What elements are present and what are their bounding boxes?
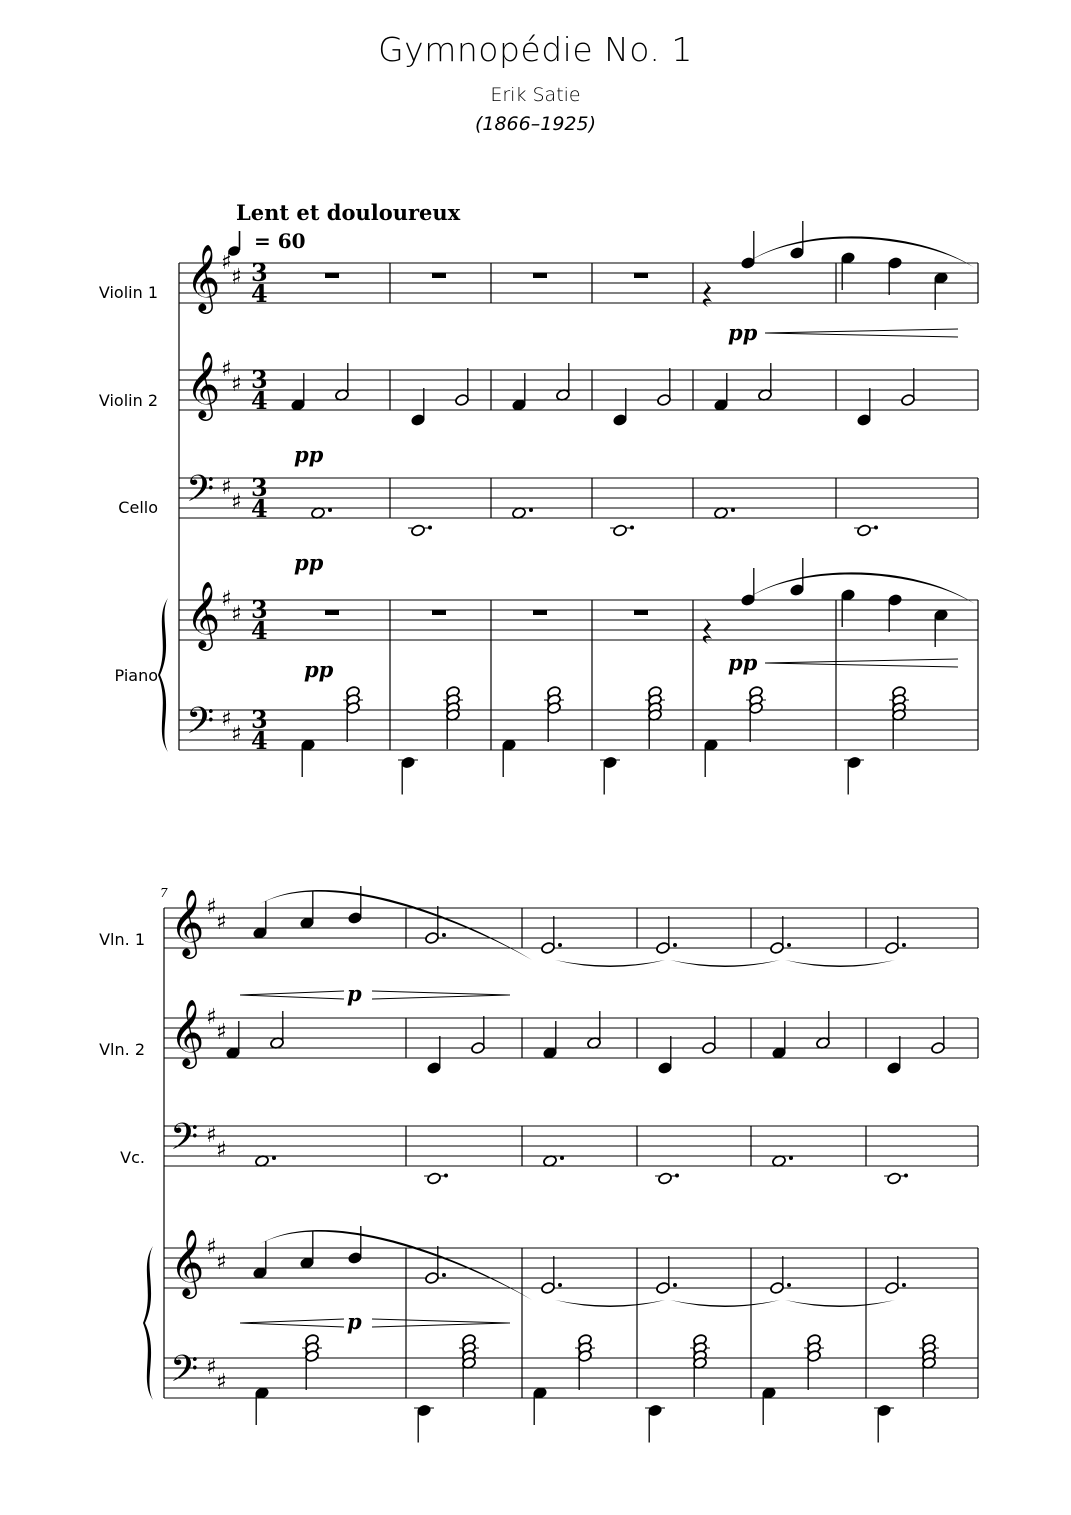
sharp-icon: ♯ [231,490,242,515]
dynamic-p: p [347,981,362,1006]
brace [143,1246,153,1400]
time-signature-bottom: 4 [251,726,268,755]
sharp-icon: ♯ [221,357,232,382]
whole-rest-icon [634,610,648,615]
tie [555,960,665,967]
sharp-icon: ♯ [216,1138,227,1163]
treble-clef-icon: 𝄞 [170,1228,205,1296]
augmentation-dot [673,1283,677,1287]
treble-clef-icon: 𝄞 [186,350,221,418]
augmentation-dot [904,1174,908,1178]
augmentation-dot [787,943,791,947]
tie [785,960,895,967]
phrase-slur [258,890,532,960]
time-signature-top: 3 [251,473,268,502]
sharp-icon: ♯ [231,722,242,747]
sharp-icon: ♯ [221,475,232,500]
augmentation-dot [558,1283,562,1287]
sharp-icon: ♯ [206,1235,217,1260]
dotted-half-note [613,524,628,537]
sharp-icon: ♯ [231,372,242,397]
sharp-icon: ♯ [206,1123,217,1148]
sharp-icon: ♯ [216,1020,227,1045]
crescendo-hairpin [765,659,958,663]
bass-clef-icon: 𝄢 [186,700,215,751]
dynamic-pp: pp [294,442,324,467]
time-signature-top: 3 [251,595,268,624]
augmentation-dot [874,526,878,530]
treble-clef-icon: 𝄞 [170,888,205,956]
augmentation-dot [442,933,446,937]
dotted-half-note [887,1172,902,1185]
bass-clef-icon: 𝄢 [170,1116,199,1167]
augmentation-dot [328,508,332,512]
decrescendo-hairpin [372,995,510,999]
sharp-icon: ♯ [221,250,232,275]
crescendo-hairpin [765,663,958,667]
instrument-label-violin-2: Violin 2 [98,391,158,410]
augmentation-dot [442,1273,446,1277]
score-title: Gymnopédie No. 1 [378,30,693,69]
sharp-icon: ♯ [231,602,242,627]
dynamic-pp: pp [728,320,758,345]
time-signature-top: 3 [251,365,268,394]
bass-clef-icon: 𝄢 [186,468,215,519]
augmentation-dot [673,943,677,947]
sharp-icon: ♯ [206,1005,217,1030]
instrument-label-vln-1: Vln. 1 [99,930,145,949]
composer: Erik Satie [490,84,581,106]
whole-rest-icon [432,273,446,278]
sharp-icon: ♯ [231,265,242,290]
augmentation-dot [902,1283,906,1287]
instrument-label-vc: Vc. [120,1148,145,1167]
phrase-slur [258,1230,532,1300]
augmentation-dot [558,943,562,947]
composer-dates: (1866–1925) [474,113,597,135]
time-signature-bottom: 4 [251,386,268,415]
tie [670,960,780,967]
time-signature-bottom: 4 [251,616,268,645]
dotted-half-note [411,524,426,537]
augmentation-dot [428,526,432,530]
whole-rest-icon [533,273,547,278]
time-signature-top: 3 [251,705,268,734]
whole-rest-icon [325,273,339,278]
dynamic-p: p [347,1309,362,1334]
sharp-icon: ♯ [216,910,227,935]
instrument-label-violin-1: Violin 1 [98,283,158,302]
tempo-marking: Lent et douloureux [236,200,461,225]
bass-clef-icon: 𝄢 [170,1348,199,1399]
treble-clef-icon: 𝄞 [186,580,221,648]
augmentation-dot [787,1283,791,1287]
crescendo-hairpin [240,1319,344,1323]
augmentation-dot [272,1156,276,1160]
whole-rest-icon [634,273,648,278]
augmentation-dot [529,508,533,512]
dotted-half-note [427,1172,442,1185]
decrescendo-hairpin [372,1319,510,1323]
dotted-half-note [857,524,872,537]
crescendo-hairpin [240,991,344,995]
time-signature-bottom: 4 [251,279,268,308]
augmentation-dot [675,1174,679,1178]
decrescendo-hairpin [372,1323,510,1327]
time-signature-bottom: 4 [251,494,268,523]
treble-clef-icon: 𝄞 [170,998,205,1066]
time-signature-top: 3 [251,258,268,287]
dynamic-pp: pp [304,657,334,682]
instrument-label-cello: Cello [118,498,158,517]
instrument-label-vln-2: Vln. 2 [99,1040,145,1059]
crescendo-hairpin [765,329,958,333]
tie [555,1300,665,1307]
sharp-icon: ♯ [221,707,232,732]
tie [785,1300,895,1307]
whole-rest-icon [432,610,446,615]
sharp-icon: ♯ [216,1250,227,1275]
augmentation-dot [902,943,906,947]
treble-clef-icon: 𝄞 [186,243,221,311]
whole-rest-icon [533,610,547,615]
crescendo-hairpin [765,333,958,337]
dynamic-pp: pp [728,650,758,675]
augmentation-dot [630,526,634,530]
brace [158,598,168,752]
instrument-label-piano: Piano [114,666,158,685]
measure-number: 7 [160,886,168,900]
sharp-icon: ♯ [206,1355,217,1380]
augmentation-dot [444,1174,448,1178]
phrase-slur [748,572,975,604]
augmentation-dot [731,508,735,512]
sharp-icon: ♯ [216,1370,227,1395]
tie [670,1300,780,1307]
metronome-mark: = 60 [254,229,306,253]
whole-rest-icon [325,610,339,615]
decrescendo-hairpin [372,991,510,995]
sharp-icon: ♯ [206,895,217,920]
dotted-half-note [658,1172,673,1185]
crescendo-hairpin [240,1323,344,1327]
sharp-icon: ♯ [221,587,232,612]
augmentation-dot [560,1156,564,1160]
dynamic-pp: pp [294,550,324,575]
augmentation-dot [789,1156,793,1160]
crescendo-hairpin [240,995,344,999]
